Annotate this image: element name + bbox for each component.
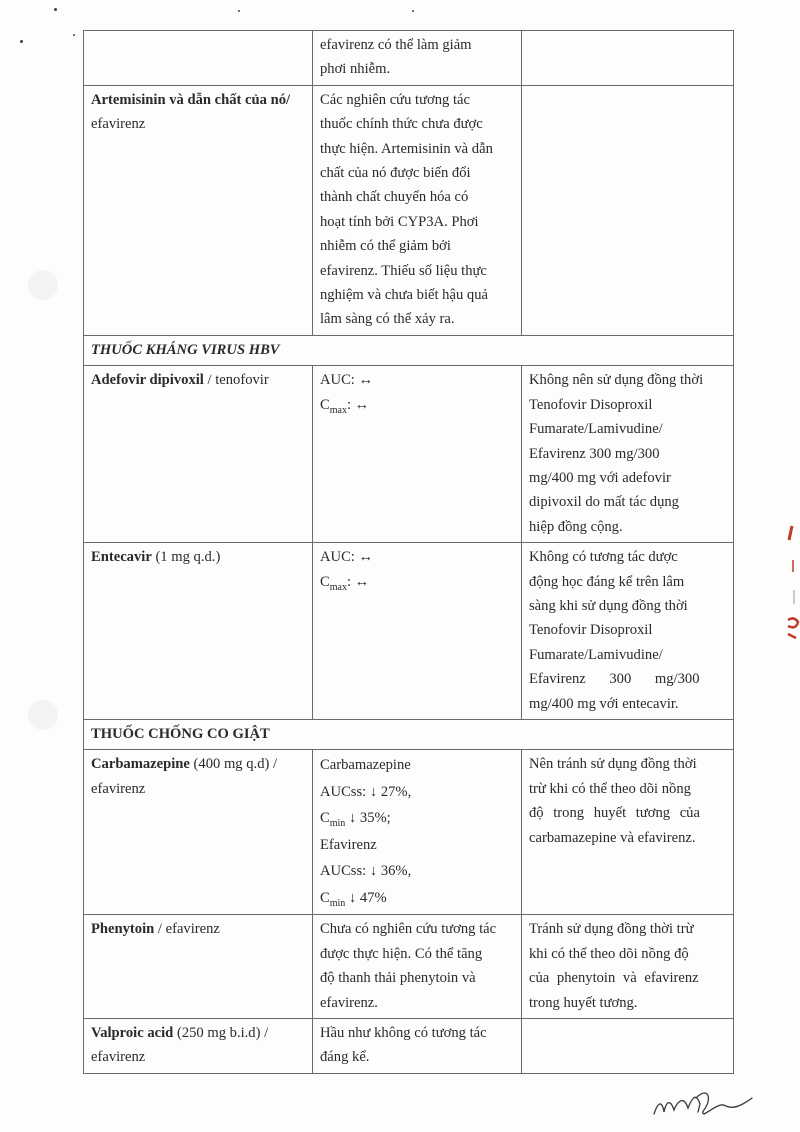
rec-line: Tenofovir Disoproxil (529, 622, 653, 639)
effect-line: efavirenz. Thiếu số liệu thực (320, 262, 487, 279)
cmax-value: $C_{max}$: ↔ (320, 396, 370, 416)
table-row (84, 750, 734, 915)
rec-line: trong huyết tương. (529, 994, 638, 1011)
table-row (84, 915, 734, 1019)
effect-cell (313, 85, 522, 335)
effect-line: efavirenz có thể làm giảm (320, 37, 472, 53)
rec-line: Tránh sử dụng đồng thời trừ (529, 921, 694, 938)
table-row (84, 85, 734, 335)
drug-name: Entecavir (91, 549, 152, 566)
recommendation-cell (522, 750, 734, 915)
rec-line: mg/400 mg với adefovir (529, 469, 671, 486)
effect-line: thuốc chính thức chưa được (320, 116, 483, 133)
cmax-value: $C_{max}$: ↔ (320, 573, 370, 593)
effect-line: độ thanh thải phenytoin và (320, 970, 476, 987)
edge-stamp-fragment (772, 520, 800, 650)
rec-line: Fumarate/Lamivudine/ (529, 646, 663, 663)
rec-line: Efavirenz 300 mg/300 (529, 445, 660, 462)
section-title-anticonvulsant: THUỐC CHỐNG CO GIẬT (84, 719, 734, 749)
effect-cell (313, 1019, 522, 1074)
table-row (84, 543, 734, 720)
effect-line: Carbamazepine (320, 757, 411, 774)
drug-name: Adefovir dipivoxil (91, 372, 204, 389)
effect-line: phơi nhiễm. (320, 61, 391, 78)
effect-line: hoạt tính bởi CYP3A. Phơi (320, 213, 479, 230)
effect-line: đáng kể. (320, 1049, 370, 1066)
section-row (84, 335, 734, 365)
drug-detail: (1 mg q.d.) (151, 549, 221, 566)
drug-cell (84, 1019, 313, 1074)
effect-line: thực hiện. Artemisinin và dẫn (320, 140, 493, 157)
effect-line: thành chất chuyển hóa có (320, 189, 469, 206)
rec-line: Tenofovir Disoproxil (529, 396, 653, 413)
recommendation-cell (522, 915, 734, 1019)
effect-line: Efavirenz (320, 836, 377, 853)
recommendation-cell (522, 543, 734, 720)
effect-cell (313, 750, 522, 915)
drug-cell (84, 915, 313, 1019)
rec-line: của phenytoin và efavirenz (529, 970, 699, 987)
drug-name: Phenytoin (91, 921, 155, 938)
scan-speck (412, 10, 414, 12)
rec-line: dipivoxil do mất tác dụng (529, 494, 679, 511)
effect-cell (313, 31, 522, 86)
drug-detail: efavirenz (91, 116, 146, 133)
scan-speck (54, 8, 57, 11)
effect-cell (313, 915, 522, 1019)
drug-cell (84, 366, 313, 543)
drug-detail: (400 mg q.d) / efavirenz (91, 756, 278, 797)
effect-line: $C_{min}$ ↓ 35%; (320, 810, 391, 830)
effect-line: nghiệm và chưa biết hậu quả (320, 287, 488, 304)
punch-hole-mark (28, 270, 58, 300)
table-row (84, 31, 734, 86)
rec-line: Efavirenz 300 mg/300 (529, 671, 700, 688)
effect-line: Chưa có nghiên cứu tương tác (320, 921, 497, 938)
effect-line: efavirenz. (320, 994, 378, 1011)
drug-detail: / efavirenz (154, 921, 220, 938)
rec-line: Không nên sử dụng đồng thời (529, 372, 704, 389)
handwritten-initials (648, 1084, 758, 1124)
effect-line: $C_{min}$ ↓ 47% (320, 889, 387, 909)
effect-line: lâm sàng có thể xảy ra. (320, 311, 455, 328)
effect-line: AUCss: ↓ 36%, (320, 863, 412, 880)
drug-name: Artemisinin và dẫn chất của nó/ (91, 91, 291, 108)
rec-line: khi có thể theo dõi nồng độ (529, 945, 689, 962)
section-title-hbv: THUỐC KHÁNG VIRUS HBV (84, 335, 734, 365)
rec-line: sàng khi sử dụng đồng thời (529, 597, 688, 614)
table-row (84, 366, 734, 543)
effect-line: Hầu như không có tương tác (320, 1025, 487, 1041)
rec-line: carbamazepine và efavirenz. (529, 829, 696, 846)
table-row (84, 1019, 734, 1074)
drug-detail: (250 mg b.i.d) / efavirenz (91, 1025, 269, 1066)
drug-interaction-table (83, 30, 734, 1074)
recommendation-cell (522, 1019, 734, 1074)
auc-value: AUC: ↔ (320, 549, 374, 566)
drug-cell (84, 543, 313, 720)
punch-hole-mark (28, 700, 58, 730)
drug-name: Carbamazepine (91, 756, 190, 773)
recommendation-cell (522, 31, 734, 86)
rec-line: độ trong huyết tương của (529, 805, 700, 822)
recommendation-cell (522, 85, 734, 335)
rec-line: động học đáng kể trên lâm (529, 573, 685, 590)
drug-name: Valproic acid (91, 1025, 174, 1041)
section-row (84, 719, 734, 749)
auc-value: AUC: ↔ (320, 372, 374, 389)
drug-cell (84, 31, 313, 86)
effect-cell (313, 366, 522, 543)
scan-speck (20, 40, 23, 43)
effect-line: nhiễm có thể giảm bởi (320, 238, 451, 255)
rec-line: mg/400 mg với entecavir. (529, 695, 679, 712)
effect-line: được thực hiện. Có thể tăng (320, 945, 483, 962)
effect-line: AUCss: ↓ 27%, (320, 783, 412, 800)
effect-line: Các nghiên cứu tương tác (320, 91, 470, 108)
recommendation-cell (522, 366, 734, 543)
effect-line: chất của nó được biến đổi (320, 165, 471, 182)
rec-line: hiệp đồng cộng. (529, 518, 623, 535)
rec-line: Không có tương tác dược (529, 549, 678, 566)
scan-speck (238, 10, 240, 12)
scan-speck (73, 34, 75, 36)
rec-line: Nên tránh sử dụng đồng thời (529, 756, 697, 773)
rec-line: trừ khi có thể theo dõi nồng (529, 780, 691, 797)
drug-detail: / tenofovir (203, 372, 269, 389)
drug-cell (84, 750, 313, 915)
drug-cell (84, 85, 313, 335)
effect-cell (313, 543, 522, 720)
rec-line: Fumarate/Lamivudine/ (529, 421, 663, 438)
